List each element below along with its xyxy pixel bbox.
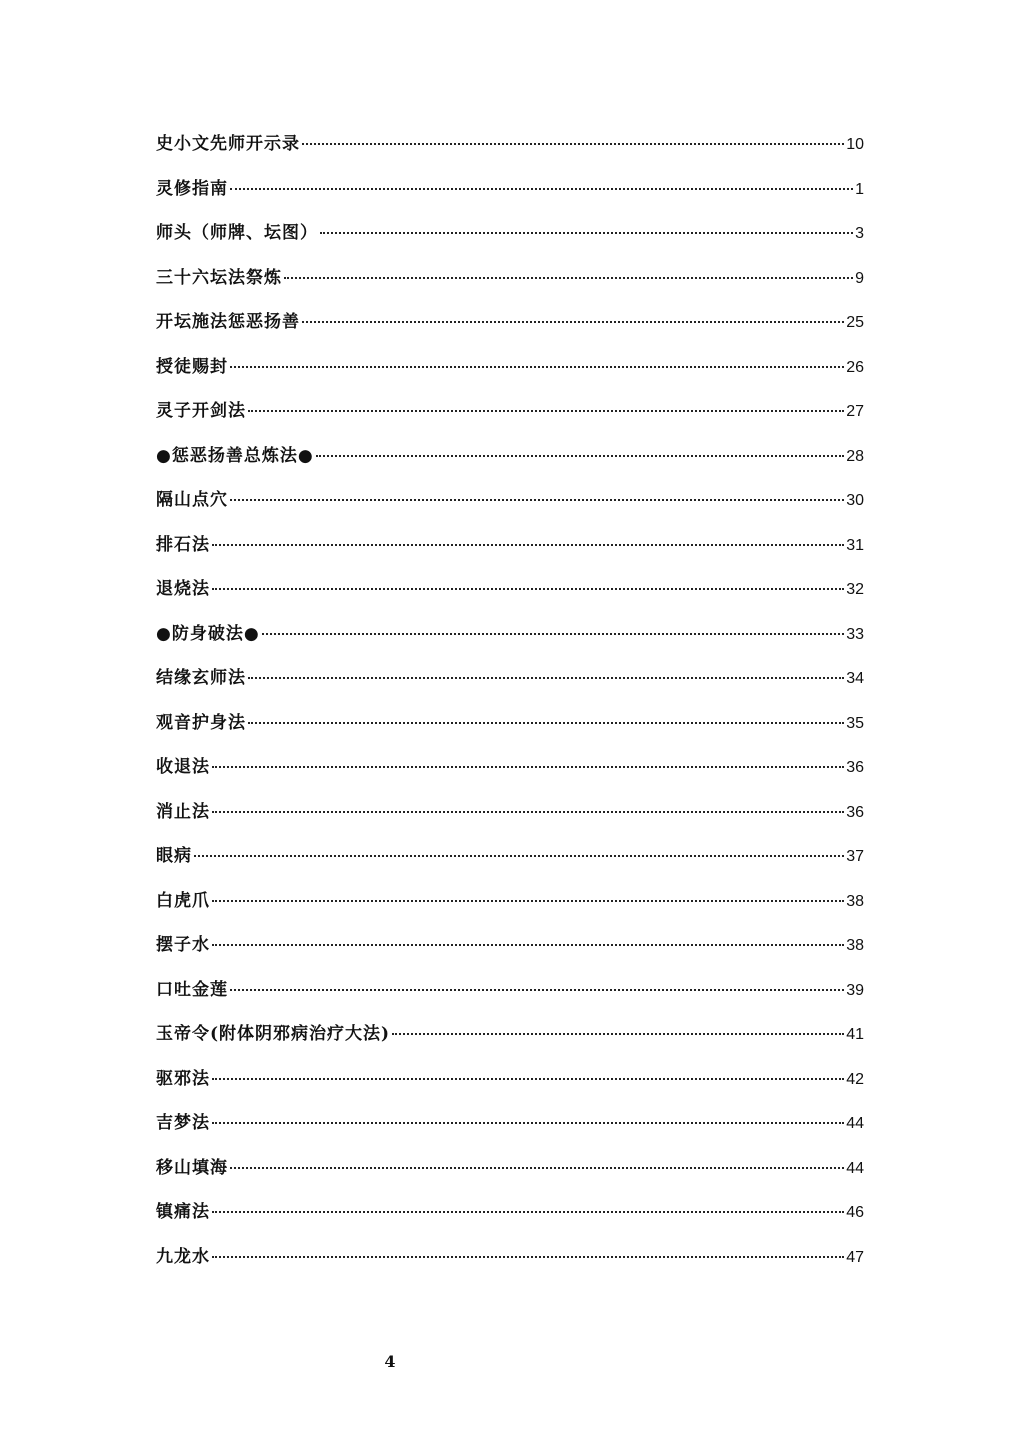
toc-entry-title: 消止法 xyxy=(156,801,210,822)
toc-entry-title: ●惩恶扬善总炼法● xyxy=(156,445,314,466)
dot-leader xyxy=(212,900,844,902)
toc-entry-page: 47 xyxy=(846,1248,864,1266)
toc-entry[interactable] xyxy=(156,389,864,434)
dot-leader xyxy=(212,544,844,546)
toc-entry-title: 灵子开剑法 xyxy=(156,401,246,421)
toc-entry-page: 39 xyxy=(846,981,864,999)
toc-entry[interactable] xyxy=(156,879,864,924)
toc-entry-title: 移山填海 xyxy=(156,1157,228,1178)
toc-entry-title: ●防身破法● xyxy=(156,623,260,644)
toc-entry-page: 34 xyxy=(846,670,864,687)
dot-leader xyxy=(212,811,844,813)
dot-leader xyxy=(212,1211,844,1213)
toc-entry-title: 摆子水 xyxy=(156,935,210,955)
dot-leader xyxy=(230,366,844,368)
toc-entry[interactable] xyxy=(156,478,864,523)
toc-entry-title: 退烧法 xyxy=(156,579,210,599)
dot-leader xyxy=(230,989,844,991)
toc-entry-page: 41 xyxy=(846,1026,864,1043)
toc-entry-title: 吉梦法 xyxy=(156,1113,210,1133)
toc-entry-page: 27 xyxy=(846,403,864,420)
toc-entry-page: 31 xyxy=(846,536,864,554)
toc-entry-page: 25 xyxy=(846,314,864,331)
toc-entry-page: 33 xyxy=(846,625,864,643)
toc-entry-title: 九龙水 xyxy=(156,1246,210,1267)
toc-entry[interactable] xyxy=(156,345,864,390)
dot-leader xyxy=(248,677,844,679)
dot-leader xyxy=(316,455,845,457)
toc-entry[interactable] xyxy=(156,1101,864,1146)
toc-entry-title: 开坛施法惩恶扬善 xyxy=(156,312,300,332)
toc-entry[interactable] xyxy=(156,1146,864,1191)
toc-entry[interactable] xyxy=(156,745,864,790)
toc-entry[interactable] xyxy=(156,1012,864,1057)
dot-leader xyxy=(194,855,844,857)
dot-leader xyxy=(230,188,853,190)
toc-entry[interactable] xyxy=(156,968,864,1013)
toc-entry-title: 史小文先师开示录 xyxy=(156,134,300,154)
toc-entry-title: 灵修指南 xyxy=(156,178,228,199)
toc-entry[interactable] xyxy=(156,1057,864,1102)
dot-leader xyxy=(302,143,844,145)
toc-entry-title: 口吐金莲 xyxy=(156,979,228,1000)
toc-entry[interactable] xyxy=(156,1235,864,1280)
dot-leader xyxy=(392,1033,844,1035)
toc-entry-title: 隔山点穴 xyxy=(156,490,228,510)
toc-entry[interactable] xyxy=(156,923,864,968)
toc-entry[interactable] xyxy=(156,834,864,879)
dot-leader xyxy=(248,410,844,412)
toc-entry-title: 观音护身法 xyxy=(156,712,246,733)
page-number: 4 xyxy=(384,1352,396,1371)
toc-entry[interactable] xyxy=(156,122,864,167)
dot-leader xyxy=(284,277,853,279)
toc-entry-title: 收退法 xyxy=(156,757,210,777)
toc-entry[interactable] xyxy=(156,790,864,835)
toc-entry-page: 36 xyxy=(846,803,864,821)
dot-leader xyxy=(230,1167,844,1169)
toc-entry-page: 46 xyxy=(846,1204,864,1221)
toc-entry-page: 32 xyxy=(846,581,864,598)
dot-leader xyxy=(212,588,844,590)
dot-leader xyxy=(212,1122,844,1124)
toc-entry-page: 10 xyxy=(846,136,864,153)
toc-entry-title: 眼病 xyxy=(156,846,192,866)
toc-entry[interactable] xyxy=(156,567,864,612)
toc-entry[interactable] xyxy=(156,523,864,568)
toc-entry[interactable] xyxy=(156,434,864,479)
dot-leader xyxy=(212,944,844,946)
toc-entry-title: 排石法 xyxy=(156,534,210,555)
toc-entry-page: 44 xyxy=(846,1159,864,1177)
dot-leader xyxy=(248,722,844,724)
toc-entry-page: 26 xyxy=(846,358,864,376)
toc-entry-page: 44 xyxy=(846,1115,864,1132)
toc-entry-page: 42 xyxy=(846,1070,864,1088)
toc-entry-page: 1 xyxy=(855,180,864,198)
toc-entry[interactable] xyxy=(156,1190,864,1235)
toc-entry-page: 37 xyxy=(846,848,864,865)
dot-leader xyxy=(262,633,845,635)
toc-entry-title: 白虎爪 xyxy=(156,890,210,911)
toc-entry-title: 玉帝令(附体阴邪病治疗大法) xyxy=(156,1024,391,1044)
toc-entry-page: 35 xyxy=(846,714,864,732)
dot-leader xyxy=(212,1256,844,1258)
toc-entry-page: 3 xyxy=(855,225,864,242)
table-of-contents xyxy=(156,122,864,1279)
toc-entry-page: 28 xyxy=(846,447,864,465)
toc-entry[interactable] xyxy=(156,256,864,301)
dot-leader xyxy=(302,321,844,323)
toc-entry-title: 镇痛法 xyxy=(156,1202,210,1222)
toc-entry[interactable] xyxy=(156,167,864,212)
toc-entry-title: 三十六坛法祭炼 xyxy=(156,267,282,288)
toc-entry-page: 38 xyxy=(846,937,864,954)
toc-entry-title: 结缘玄师法 xyxy=(156,668,246,688)
toc-entry-title: 授徒赐封 xyxy=(156,356,228,377)
toc-entry[interactable] xyxy=(156,612,864,657)
toc-entry[interactable] xyxy=(156,300,864,345)
toc-entry[interactable] xyxy=(156,656,864,701)
toc-entry-title: 师头（师牌、坛图） xyxy=(156,223,318,243)
toc-entry[interactable] xyxy=(156,701,864,746)
toc-entry-page: 38 xyxy=(846,892,864,910)
dot-leader xyxy=(212,766,844,768)
toc-entry-page: 9 xyxy=(855,269,864,287)
dot-leader xyxy=(320,232,853,234)
toc-entry-title: 驱邪法 xyxy=(156,1068,210,1089)
toc-entry[interactable] xyxy=(156,211,864,256)
toc-entry-page: 36 xyxy=(846,759,864,776)
dot-leader xyxy=(230,499,844,501)
dot-leader xyxy=(212,1078,844,1080)
toc-entry-page: 30 xyxy=(846,492,864,509)
